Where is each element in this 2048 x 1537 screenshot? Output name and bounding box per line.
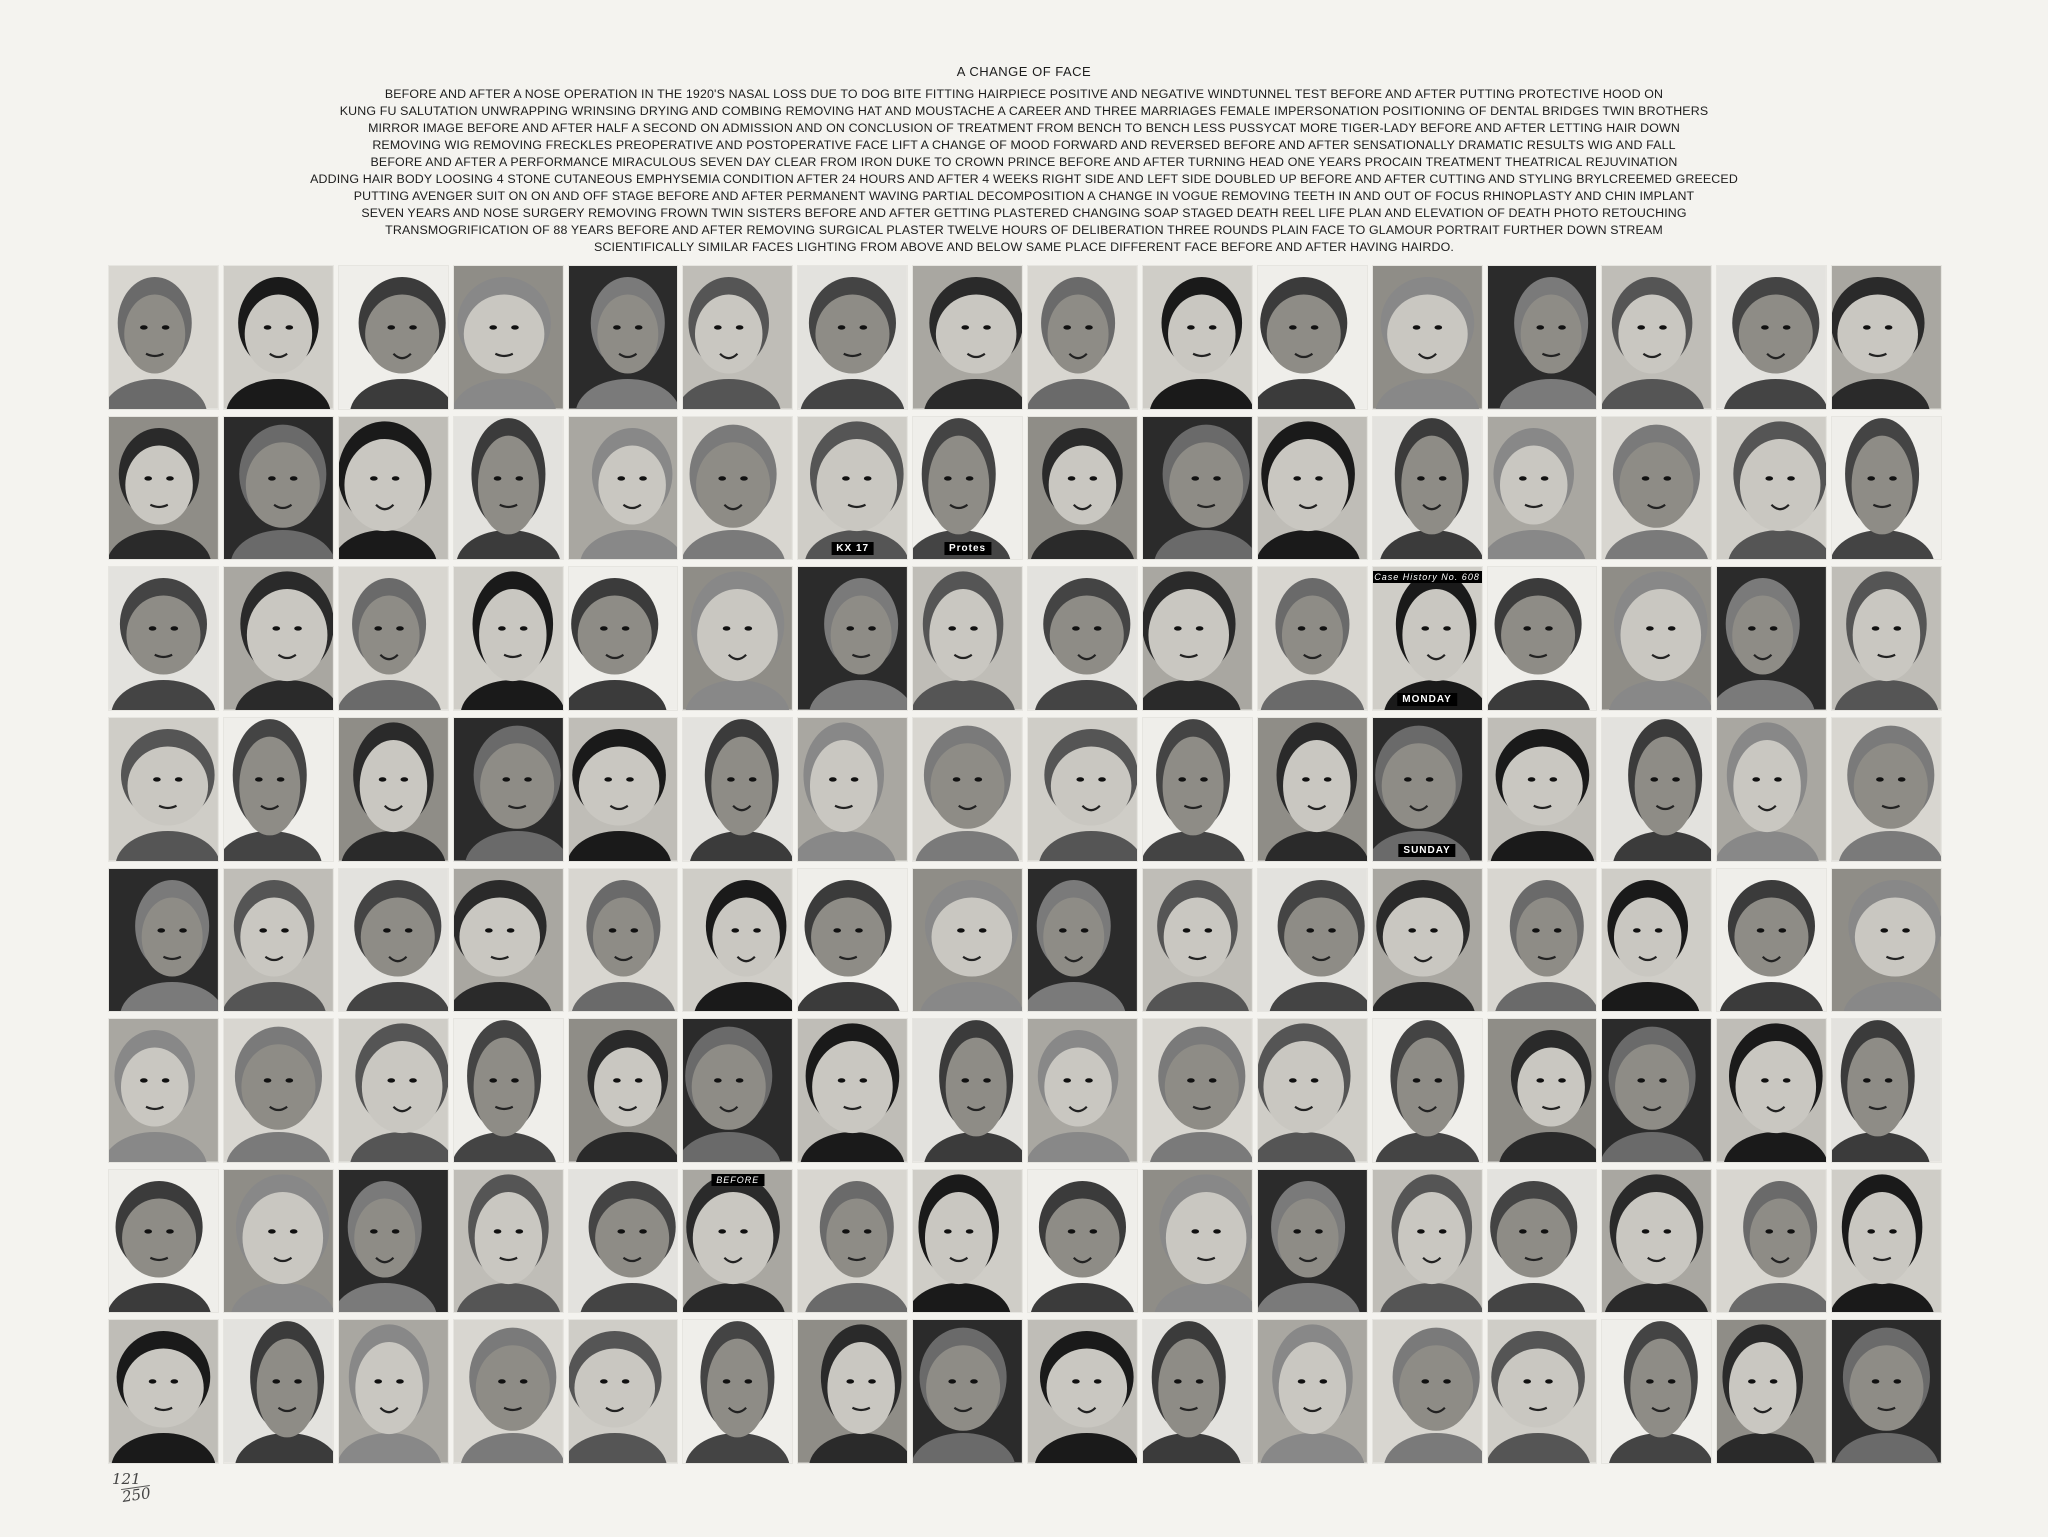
portrait-photo (912, 566, 1023, 711)
portrait-silhouette (913, 567, 1022, 710)
portrait-photo (453, 1169, 564, 1314)
portrait-silhouette (1717, 869, 1826, 1012)
portrait-photo (1142, 868, 1253, 1013)
portrait-photo (568, 1319, 679, 1464)
portrait-photo (1142, 1018, 1253, 1163)
portrait-photo (1716, 717, 1827, 862)
portrait-photo (797, 868, 908, 1013)
portrait-silhouette (224, 869, 333, 1012)
portrait-photo (1257, 1169, 1368, 1314)
grid-row (106, 563, 1944, 714)
portrait-photo (1601, 566, 1712, 711)
portrait-photo (223, 1319, 334, 1464)
portrait-photo (453, 868, 564, 1013)
portrait-photo (1831, 1169, 1942, 1314)
portrait-silhouette (1717, 266, 1826, 409)
grid-row (106, 262, 1944, 413)
portrait-photo (108, 566, 219, 711)
portrait-photo (1372, 416, 1483, 561)
portrait-photo (568, 416, 679, 561)
portrait-silhouette (683, 718, 792, 861)
portrait-photo (1831, 265, 1942, 410)
portrait-silhouette (339, 718, 448, 861)
portrait-silhouette (798, 567, 907, 710)
portrait-silhouette (1143, 1019, 1252, 1162)
portrait-photo (912, 868, 1023, 1013)
portrait-silhouette (1373, 1170, 1482, 1313)
portrait-silhouette (798, 417, 907, 560)
portrait-silhouette (1028, 266, 1137, 409)
portrait-silhouette (798, 1320, 907, 1463)
portrait-photo (108, 717, 219, 862)
portrait-photo (1716, 416, 1827, 561)
portrait-silhouette (913, 266, 1022, 409)
portrait-photo (1027, 1018, 1138, 1163)
portrait-silhouette (1832, 1019, 1941, 1162)
portrait-photo (1487, 868, 1598, 1013)
portrait-silhouette (1373, 266, 1482, 409)
portrait-silhouette (339, 869, 448, 1012)
portrait-silhouette (1373, 567, 1482, 710)
caption-line: KUNG FU SALUTATION UNWRAPPING WRINSING DRYING AND COMBING REMOVING HAT AND MOUSTACHE A CAREER AND THREE MARRIAGES FEMALE IMPERSONATION POSITIONING OF DENTAL BRIDGES TWIN BROTHERS (339, 104, 1709, 118)
caption-line: BEFORE AND AFTER A PERFORMANCE MIRACULOUS SEVEN DAY CLEAR FROM IRON DUKE TO CROWN PRINCE BEFORE AND AFTER TURNING HEAD ONE YEARS PROCAIN TREATMENT THEATRICAL REJUVINATION (370, 155, 1678, 169)
portrait-photo (797, 416, 908, 561)
portrait-photo (453, 1018, 564, 1163)
portrait-photo (1487, 566, 1598, 711)
portrait-photo (108, 868, 219, 1013)
portrait-photo (568, 1018, 679, 1163)
portrait-silhouette (1832, 1170, 1941, 1313)
portrait-silhouette (1258, 718, 1367, 861)
portrait-silhouette (1143, 1170, 1252, 1313)
portrait-photo (108, 1169, 219, 1314)
portrait-photo (1831, 868, 1942, 1013)
portrait-photo (338, 717, 449, 862)
portrait-photo (1601, 868, 1712, 1013)
portrait-silhouette (1373, 718, 1482, 861)
portrait-photo (453, 566, 564, 711)
portrait-silhouette (1717, 1019, 1826, 1162)
portrait-photo (682, 1018, 793, 1163)
portrait-photo (1487, 416, 1598, 561)
portrait-photo (1716, 1169, 1827, 1314)
grid-row (106, 1166, 1944, 1317)
portrait-silhouette (1258, 417, 1367, 560)
portrait-silhouette (1602, 1019, 1711, 1162)
portrait-photo (1257, 868, 1368, 1013)
portrait-silhouette (1602, 567, 1711, 710)
portrait-photo (682, 717, 793, 862)
portrait-silhouette (109, 567, 218, 710)
portrait-photo (682, 265, 793, 410)
portrait-silhouette (1832, 567, 1941, 710)
portrait-silhouette (1373, 869, 1482, 1012)
portrait-silhouette (683, 1170, 792, 1313)
portrait-silhouette (454, 1320, 563, 1463)
portrait-photo (1831, 1018, 1942, 1163)
photo-label: MONDAY (1397, 693, 1457, 706)
portrait-silhouette (1488, 869, 1597, 1012)
portrait-silhouette (913, 1170, 1022, 1313)
portrait-photo (338, 1018, 449, 1163)
portrait-photo (223, 1018, 334, 1163)
portrait-silhouette (798, 1019, 907, 1162)
portrait-silhouette (1488, 718, 1597, 861)
portrait-photo (797, 1018, 908, 1163)
edition-number-value: 121 (112, 1470, 141, 1488)
caption-line: ADDING HAIR BODY LOOSING 4 STONE CUTANEOUS EMPHYSEMIA CONDITION AFTER 24 HOURS AND AFTER 4 WEEKS RIGHT SIDE AND LEFT SIDE DOUBLED UP BEFORE AND AFTER CUTTING AND STYLING BRYLCREEMED GREECED (310, 172, 1738, 186)
portrait-photo (1831, 1319, 1942, 1464)
portrait-silhouette (224, 1170, 333, 1313)
portrait-photo (1601, 1319, 1712, 1464)
portrait-photo (1142, 566, 1253, 711)
caption-line: REMOVING WIG REMOVING FRECKLES PREOPERATIVE AND POSTOPERATIVE FACE LIFT A CHANGE OF MOOD FORWARD AND REVERSED BEFORE AND AFTER SENSATIONALLY DRAMATIC RESULTS WIG AND FALL (372, 138, 1676, 152)
caption-line: MIRROR IMAGE BEFORE AND AFTER HALF A SECOND ON ADMISSION AND ON CONCLUSION OF TREATMENT FROM BENCH TO BENCH LESS PUSSYCAT MORE TIGER-LADY BEFORE AND AFTER LETTING HAIR DOWN (368, 121, 1680, 135)
portrait-silhouette (683, 417, 792, 560)
portrait-photo (912, 265, 1023, 410)
portrait-photo (1027, 1319, 1138, 1464)
portrait-photo (1142, 717, 1253, 862)
portrait-photo (1372, 868, 1483, 1013)
portrait-silhouette (454, 567, 563, 710)
portrait-silhouette (339, 567, 448, 710)
portrait-photo (1027, 717, 1138, 862)
portrait-silhouette (1258, 1019, 1367, 1162)
portrait-photo (1487, 1169, 1598, 1314)
portrait-photo (1142, 265, 1253, 410)
portrait-silhouette (224, 266, 333, 409)
portrait-photo (1487, 265, 1598, 410)
portrait-photo (912, 1169, 1023, 1314)
portrait-photo (568, 566, 679, 711)
portrait-photo (1372, 717, 1483, 862)
portrait-photo (1831, 416, 1942, 561)
portrait-silhouette (1028, 567, 1137, 710)
portrait-silhouette (339, 1019, 448, 1162)
portrait-photo (1487, 1018, 1598, 1163)
portrait-photo (1257, 1319, 1368, 1464)
portrait-photo (797, 717, 908, 862)
portrait-photo (1257, 416, 1368, 561)
portrait-silhouette (569, 1170, 678, 1313)
portrait-photo (1027, 566, 1138, 711)
portrait-photo (108, 416, 219, 561)
portrait-photo (1601, 416, 1712, 561)
portrait-photo (568, 265, 679, 410)
portrait-silhouette (683, 266, 792, 409)
portrait-photo (1142, 416, 1253, 561)
portrait-silhouette (798, 266, 907, 409)
portrait-photo (1372, 1169, 1483, 1314)
portrait-silhouette (1832, 869, 1941, 1012)
portrait-silhouette (913, 869, 1022, 1012)
portrait-photo (568, 868, 679, 1013)
portrait-photo (453, 717, 564, 862)
portrait-silhouette (1258, 567, 1367, 710)
portrait-photo (1142, 1169, 1253, 1314)
portrait-silhouette (683, 1019, 792, 1162)
portrait-photo (1372, 265, 1483, 410)
portrait-silhouette (109, 1320, 218, 1463)
portrait-photo (682, 868, 793, 1013)
portrait-silhouette (1832, 266, 1941, 409)
artwork-title: A CHANGE OF FACE (956, 64, 1092, 79)
portrait-silhouette (569, 869, 678, 1012)
portrait-photo (1027, 868, 1138, 1013)
portrait-photo (1716, 566, 1827, 711)
portrait-photo (682, 1169, 793, 1314)
portrait-photo (223, 1169, 334, 1314)
portrait-silhouette (913, 417, 1022, 560)
photo-label: BEFORE (711, 1174, 764, 1186)
portrait-silhouette (1717, 1170, 1826, 1313)
portrait-photo (797, 1319, 908, 1464)
portrait-silhouette (1488, 1170, 1597, 1313)
portrait-silhouette (569, 266, 678, 409)
portrait-silhouette (1143, 266, 1252, 409)
portrait-silhouette (1602, 1320, 1711, 1463)
grid-row (106, 413, 1944, 564)
portrait-silhouette (1717, 567, 1826, 710)
portrait-silhouette (1602, 718, 1711, 861)
portrait-photo (1601, 1018, 1712, 1163)
portrait-photo (1257, 717, 1368, 862)
portrait-silhouette (1028, 1320, 1137, 1463)
portrait-silhouette (1028, 1019, 1137, 1162)
portrait-silhouette (454, 869, 563, 1012)
portrait-silhouette (569, 1320, 678, 1463)
portrait-silhouette (224, 567, 333, 710)
portrait-photo (1372, 1319, 1483, 1464)
portrait-silhouette (683, 567, 792, 710)
portrait-photo (1027, 265, 1138, 410)
portrait-photo (108, 1319, 219, 1464)
portrait-silhouette (1258, 266, 1367, 409)
portrait-silhouette (798, 718, 907, 861)
portrait-photo (1487, 1319, 1598, 1464)
portrait-photo (568, 1169, 679, 1314)
portrait-silhouette (109, 417, 218, 560)
portrait-silhouette (109, 718, 218, 861)
portrait-photo (1601, 1169, 1712, 1314)
portrait-photo (912, 717, 1023, 862)
caption-line: TRANSMOGRIFICATION OF 88 YEARS BEFORE AND AFTER REMOVING SURGICAL PLASTER TWELVE HOURS OF DELIBERATION THREE ROUNDS PLAIN FACE TO GLAMOUR PORTRAIT FURTHER DOWN STREAM (385, 223, 1663, 237)
portrait-photo (338, 1319, 449, 1464)
portrait-silhouette (1143, 567, 1252, 710)
portrait-photo (1716, 1018, 1827, 1163)
portrait-silhouette (1373, 417, 1482, 560)
portrait-silhouette (1258, 869, 1367, 1012)
portrait-silhouette (1028, 1170, 1137, 1313)
portrait-photo (453, 416, 564, 561)
portrait-silhouette (913, 1019, 1022, 1162)
portrait-photo (682, 1319, 793, 1464)
portrait-silhouette (1602, 266, 1711, 409)
portrait-silhouette (1258, 1320, 1367, 1463)
portrait-silhouette (1717, 1320, 1826, 1463)
portrait-silhouette (1488, 1019, 1597, 1162)
portrait-photo (1716, 265, 1827, 410)
portrait-photo (1601, 717, 1712, 862)
portrait-silhouette (1488, 567, 1597, 710)
caption-line: PUTTING AVENGER SUIT ON ON AND OFF STAGE BEFORE AND AFTER PERMANENT WAVING PARTIAL DECOMPOSITION A CHANGE IN VOGUE REMOVING TEETH IN AND OUT OF FOCUS RHINOPLASTY AND CHIN IMPLANT (353, 189, 1695, 203)
portrait-photo (682, 566, 793, 711)
portrait-photo (453, 1319, 564, 1464)
caption-line: BEFORE AND AFTER A NOSE OPERATION IN THE 1920'S NASAL LOSS DUE TO DOG BITE FITTING HAIRPIECE POSITIVE AND NEGATIVE WINDTUNNEL TEST BEFORE AND AFTER PUTTING PROTECTIVE HOOD ON (384, 87, 1664, 101)
portrait-photo (1257, 1018, 1368, 1163)
portrait-photo (223, 868, 334, 1013)
caption-line: SEVEN YEARS AND NOSE SURGERY REMOVING FROWN TWIN SISTERS BEFORE AND AFTER GETTING PLASTERED CHANGING SOAP STAGED DEATH REEL LIFE PLAN AND ELEVATION OF DEATH PHOTO RETOUCHING (361, 206, 1687, 220)
portrait-photo (108, 1018, 219, 1163)
portrait-silhouette (224, 1320, 333, 1463)
photo-label: KX 17 (831, 542, 874, 555)
edition-number (112, 1470, 152, 1506)
portrait-photo (797, 1169, 908, 1314)
caption-line: SCIENTIFICALLY SIMILAR FACES LIGHTING FROM ABOVE AND BELOW SAME PLACE DIFFERENT FACE BEFORE AND AFTER HAVING HAIRDO. (594, 240, 1454, 254)
portrait-silhouette (683, 1320, 792, 1463)
portrait-photo (912, 1018, 1023, 1163)
portrait-silhouette (109, 1170, 218, 1313)
portrait-silhouette (1488, 266, 1597, 409)
portrait-silhouette (224, 1019, 333, 1162)
portrait-silhouette (798, 869, 907, 1012)
portrait-silhouette (1832, 417, 1941, 560)
portrait-silhouette (1373, 1019, 1482, 1162)
portrait-photo (912, 416, 1023, 561)
portrait-photo (1257, 566, 1368, 711)
portrait-silhouette (569, 417, 678, 560)
grid-row (106, 1015, 1944, 1166)
portrait-photo (912, 1319, 1023, 1464)
portrait-photo (797, 265, 908, 410)
portrait-photo (1716, 1319, 1827, 1464)
portrait-grid (106, 262, 1944, 1467)
portrait-silhouette (224, 718, 333, 861)
portrait-silhouette (1488, 417, 1597, 560)
portrait-silhouette (798, 1170, 907, 1313)
portrait-photo (1716, 868, 1827, 1013)
portrait-silhouette (1028, 718, 1137, 861)
portrait-photo (1027, 416, 1138, 561)
portrait-silhouette (454, 266, 563, 409)
grid-row (106, 865, 1944, 1016)
portrait-silhouette (1602, 417, 1711, 560)
portrait-silhouette (569, 567, 678, 710)
portrait-silhouette (109, 869, 218, 1012)
portrait-silhouette (339, 266, 448, 409)
portrait-silhouette (454, 1019, 563, 1162)
portrait-silhouette (1028, 869, 1137, 1012)
photo-label: SUNDAY (1398, 844, 1455, 857)
portrait-silhouette (339, 1170, 448, 1313)
portrait-photo (338, 1169, 449, 1314)
portrait-silhouette (1488, 1320, 1597, 1463)
grid-row (106, 1316, 1944, 1467)
portrait-photo (1027, 1169, 1138, 1314)
portrait-photo (1487, 717, 1598, 862)
grid-row (106, 714, 1944, 865)
portrait-silhouette (339, 417, 448, 560)
portrait-silhouette (913, 1320, 1022, 1463)
portrait-silhouette (1717, 417, 1826, 560)
portrait-silhouette (454, 718, 563, 861)
portrait-silhouette (1602, 869, 1711, 1012)
portrait-silhouette (1832, 1320, 1941, 1463)
portrait-photo (1601, 265, 1712, 410)
portrait-silhouette (1143, 869, 1252, 1012)
portrait-photo (223, 717, 334, 862)
portrait-photo (338, 868, 449, 1013)
portrait-silhouette (1602, 1170, 1711, 1313)
portrait-photo (338, 265, 449, 410)
portrait-photo (1831, 566, 1942, 711)
portrait-silhouette (454, 1170, 563, 1313)
portrait-photo (797, 566, 908, 711)
portrait-photo (1372, 566, 1483, 711)
portrait-silhouette (1143, 417, 1252, 560)
portrait-photo (223, 566, 334, 711)
portrait-photo (108, 265, 219, 410)
portrait-silhouette (109, 1019, 218, 1162)
photo-label: Case History No. 608 (1372, 571, 1483, 583)
portrait-silhouette (913, 718, 1022, 861)
portrait-silhouette (1143, 1320, 1252, 1463)
portrait-silhouette (224, 417, 333, 560)
portrait-photo (1372, 1018, 1483, 1163)
portrait-silhouette (1373, 1320, 1482, 1463)
portrait-photo (223, 416, 334, 561)
photo-label: Protes (944, 542, 991, 555)
portrait-silhouette (454, 417, 563, 560)
portrait-silhouette (683, 869, 792, 1012)
portrait-silhouette (1832, 718, 1941, 861)
portrait-photo (338, 416, 449, 561)
portrait-silhouette (339, 1320, 448, 1463)
portrait-silhouette (569, 718, 678, 861)
portrait-photo (568, 717, 679, 862)
portrait-silhouette (109, 266, 218, 409)
portrait-photo (1257, 265, 1368, 410)
portrait-silhouette (1717, 718, 1826, 861)
portrait-silhouette (1143, 718, 1252, 861)
portrait-photo (682, 416, 793, 561)
edition-total-value: 250 (120, 1484, 152, 1506)
portrait-photo (338, 566, 449, 711)
portrait-silhouette (569, 1019, 678, 1162)
portrait-silhouette (1028, 417, 1137, 560)
portrait-silhouette (1258, 1170, 1367, 1313)
portrait-photo (223, 265, 334, 410)
portrait-photo (453, 265, 564, 410)
caption-block (180, 86, 1868, 256)
portrait-photo (1142, 1319, 1253, 1464)
portrait-photo (1831, 717, 1942, 862)
